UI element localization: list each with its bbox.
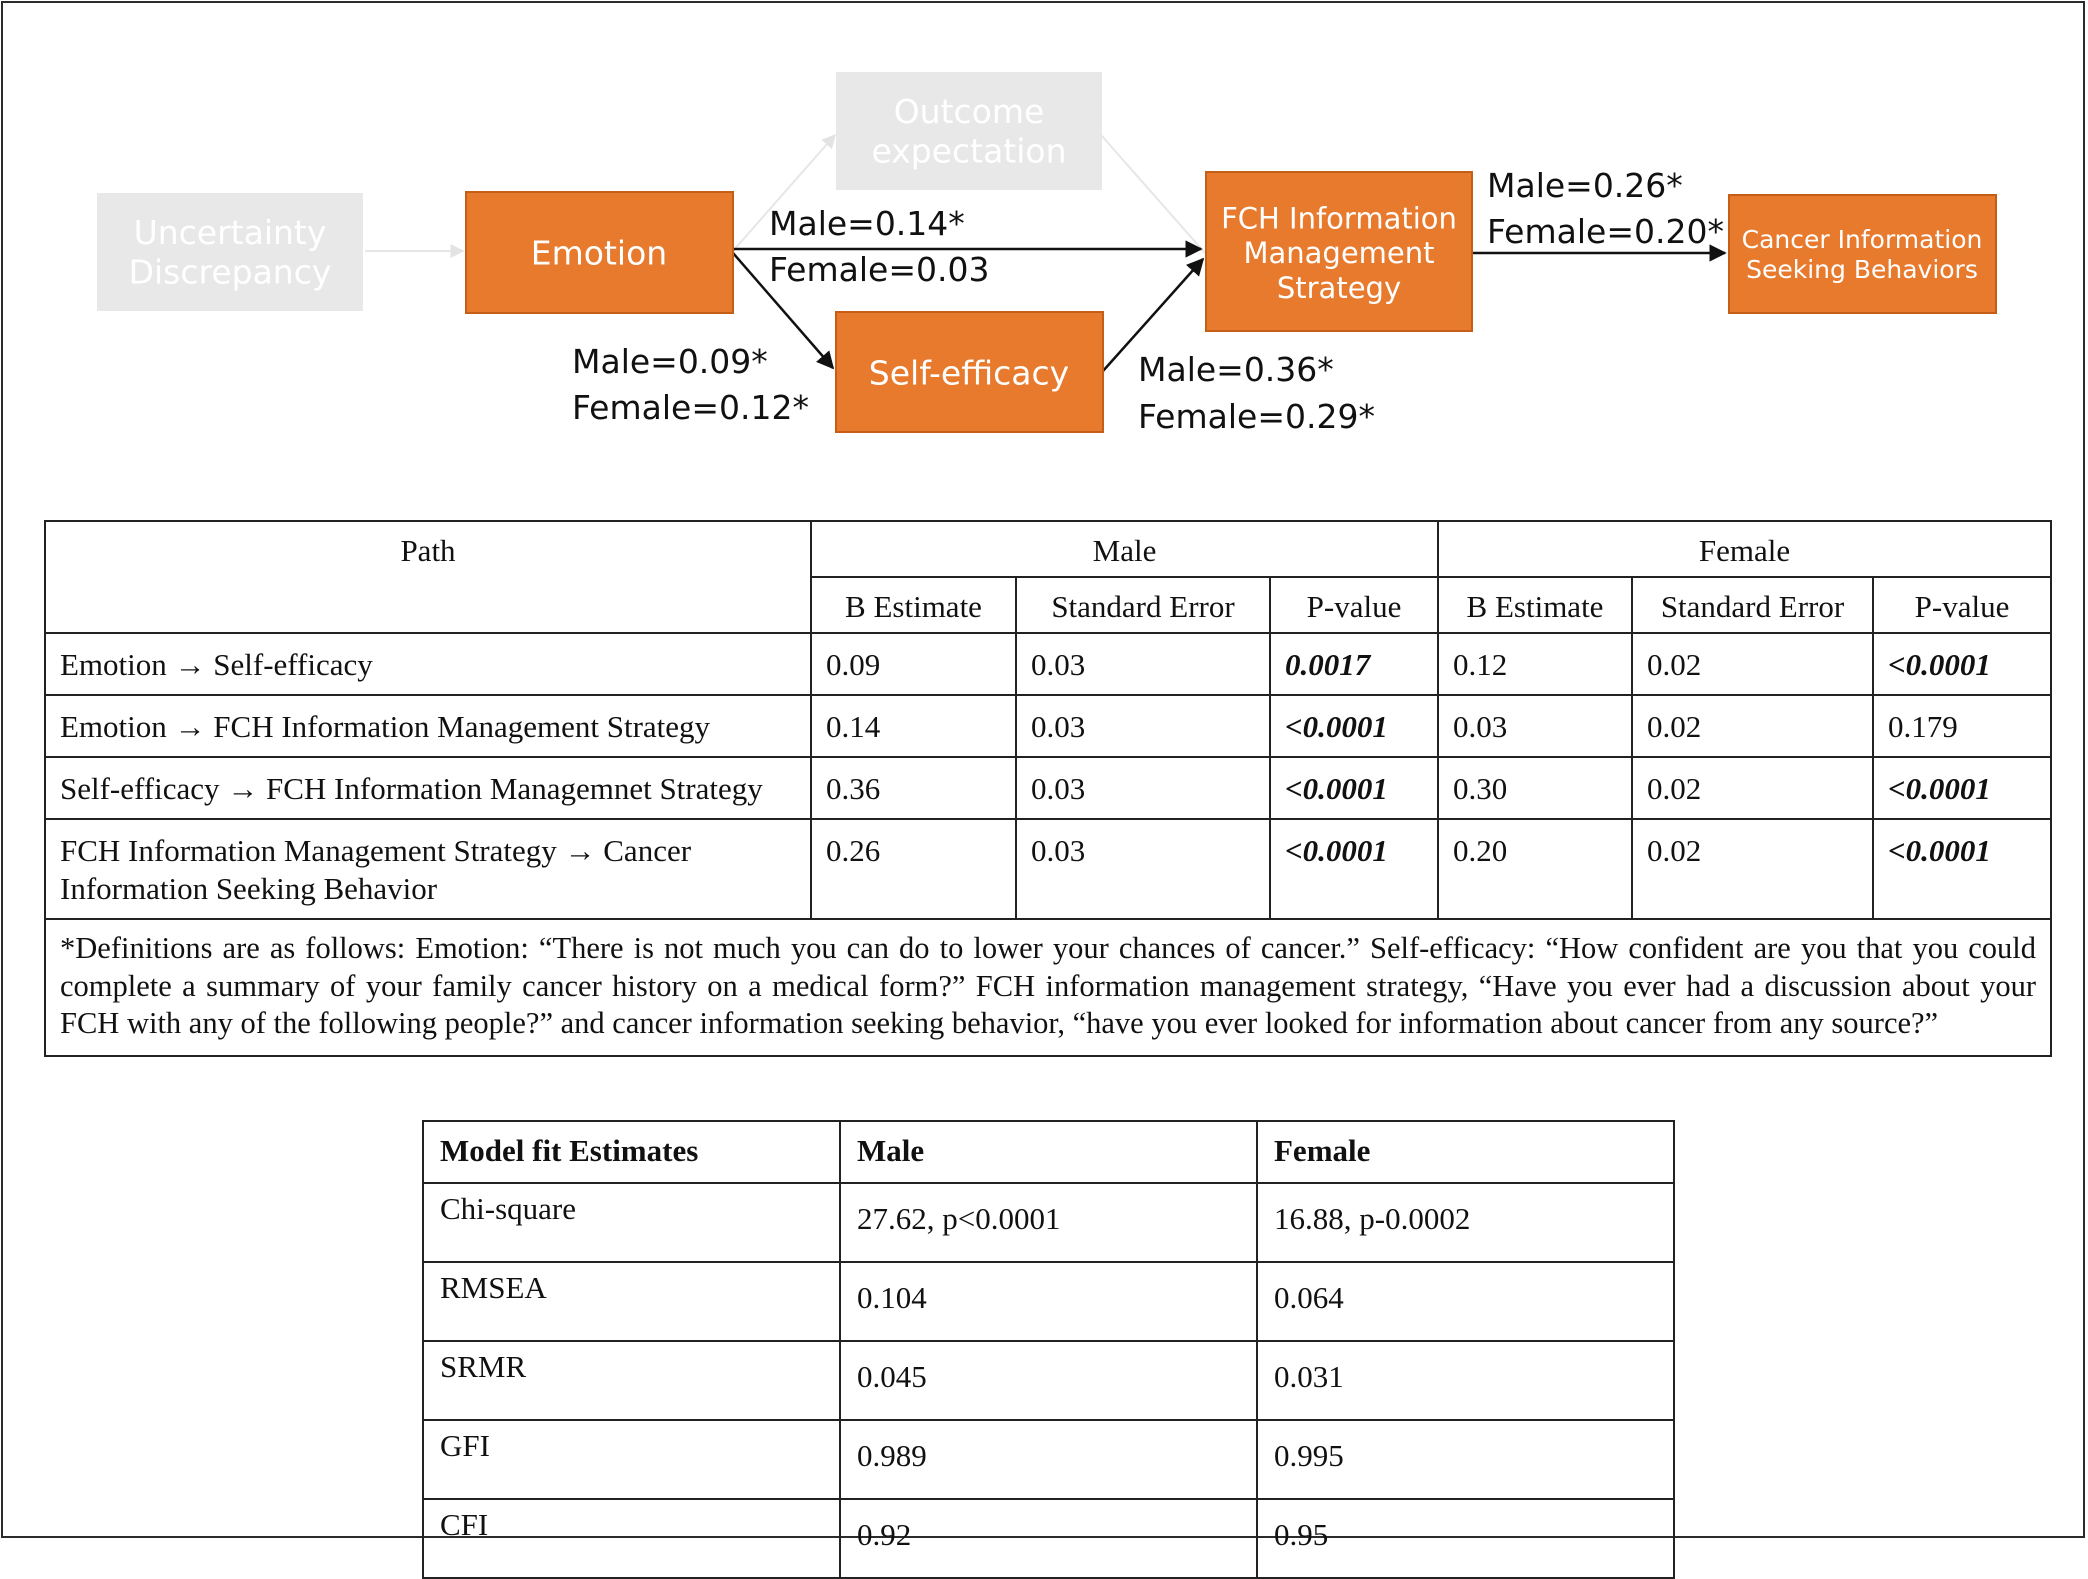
edge-outcome-fch <box>1101 135 1205 253</box>
node-label-line: Uncertainty <box>133 212 327 252</box>
table-row <box>45 819 2051 919</box>
node-label-line: Cancer Information <box>1741 224 1983 254</box>
male-b-cell: 0.26 <box>811 819 1016 919</box>
subheader-female-b: B Estimate <box>1438 577 1632 633</box>
fit-female: 0.031 <box>1257 1341 1674 1420</box>
node-cancer-label <box>1742 225 1983 284</box>
fit-female: 0.064 <box>1257 1262 1674 1341</box>
subheader-male-b: B Estimate <box>811 577 1016 633</box>
label-self-fch-female: Female=0.29* <box>1138 397 1375 436</box>
node-label-line: Outcome <box>893 91 1045 131</box>
table-row <box>45 695 2051 757</box>
male-se-cell: 0.03 <box>1016 633 1270 695</box>
node-label-line: Seeking Behaviors <box>1746 254 1978 284</box>
table-row <box>45 757 2051 819</box>
table-row <box>423 1499 1674 1578</box>
path-cell: Emotion → FCH Information Management Strategy <box>45 695 811 757</box>
definitions-row <box>45 919 2051 1056</box>
definitions-note: *Definitions are as follows: Emotion: “There is not much you can do to lower your chances of cancer.” Self-efficacy: “How confident are you that you could complete a summary of your family cancer history on a medical form?” FCH information management strategy, “Have you ever had a discussion about your FCH with any of the following people?” and cancer information seeking behavior, “have you ever looked for information about cancer from any source?” <box>45 919 2051 1056</box>
path-diagram <box>3 3 2088 453</box>
table-row <box>423 1183 1674 1262</box>
label-fch-cancer-male: Male=0.26* <box>1487 166 1683 205</box>
label-self-fch-male: Male=0.36* <box>1138 350 1334 389</box>
male-p-cell: <0.0001 <box>1270 757 1438 819</box>
fit-female: 16.88, p-0.0002 <box>1257 1183 1674 1262</box>
node-self-efficacy-label <box>869 354 1069 393</box>
model-fit-table <box>422 1120 1675 1579</box>
fit-male: 0.104 <box>840 1262 1257 1341</box>
subheader-male-se: Standard Error <box>1016 577 1270 633</box>
path-cell: FCH Information Management Strategy → Cancer Information Seeking Behavior <box>45 819 811 919</box>
table-row <box>423 1420 1674 1499</box>
male-p-cell: <0.0001 <box>1270 819 1438 919</box>
node-label-line: Management <box>1243 236 1435 271</box>
fit-male: 0.045 <box>840 1341 1257 1420</box>
node-label-line: FCH Information <box>1221 201 1457 236</box>
node-fch-strategy <box>1206 172 1472 331</box>
node-cancer-seeking <box>1729 195 1996 313</box>
fit-male: 0.989 <box>840 1420 1257 1499</box>
female-se-cell: 0.02 <box>1632 819 1873 919</box>
fit-header-estimates: Model fit Estimates <box>423 1121 840 1183</box>
male-se-cell: 0.03 <box>1016 819 1270 919</box>
fit-metric: RMSEA <box>423 1262 840 1341</box>
female-p-cell: <0.0001 <box>1873 757 2051 819</box>
female-b-cell: 0.03 <box>1438 695 1632 757</box>
female-b-cell: 0.12 <box>1438 633 1632 695</box>
fit-female: 0.95 <box>1257 1499 1674 1578</box>
header-female: Female <box>1438 521 2051 577</box>
node-label-line: Discrepancy <box>128 252 332 292</box>
table-row <box>45 633 2051 695</box>
female-p-cell: <0.0001 <box>1873 633 2051 695</box>
node-label-line: Self-efficacy <box>868 353 1070 393</box>
header-path: Path <box>45 521 811 633</box>
subheader-male-p: P-value <box>1270 577 1438 633</box>
fit-metric: SRMR <box>423 1341 840 1420</box>
male-b-cell: 0.14 <box>811 695 1016 757</box>
fit-metric: CFI <box>423 1499 840 1578</box>
subheader-female-p: P-value <box>1873 577 2051 633</box>
label-emotion-fch-male: Male=0.14* <box>769 204 965 243</box>
fit-header-male: Male <box>840 1121 1257 1183</box>
male-p-cell: 0.0017 <box>1270 633 1438 695</box>
path-estimates-table <box>44 520 2052 1057</box>
table-row <box>423 1262 1674 1341</box>
table-row <box>423 1341 1674 1420</box>
male-b-cell: 0.09 <box>811 633 1016 695</box>
label-fch-cancer-female: Female=0.20* <box>1487 212 1724 251</box>
node-uncertainty-label <box>129 213 332 292</box>
label-emotion-fch-female: Female=0.03 <box>769 250 990 289</box>
female-se-cell: 0.02 <box>1632 695 1873 757</box>
male-se-cell: 0.03 <box>1016 757 1270 819</box>
figure-frame <box>1 1 2085 1552</box>
node-label-line: expectation <box>871 131 1067 171</box>
female-p-cell: <0.0001 <box>1873 819 2051 919</box>
path-cell: Emotion → Self-efficacy <box>45 633 811 695</box>
male-se-cell: 0.03 <box>1016 695 1270 757</box>
label-emotion-self-female: Female=0.12* <box>572 388 809 427</box>
label-emotion-self-male: Male=0.09* <box>572 342 768 381</box>
node-self-efficacy <box>836 312 1103 432</box>
fit-male: 0.92 <box>840 1499 1257 1578</box>
female-se-cell: 0.02 <box>1632 633 1873 695</box>
node-outcome-expectation <box>836 72 1102 190</box>
male-b-cell: 0.36 <box>811 757 1016 819</box>
node-label-line: Strategy <box>1276 270 1402 305</box>
subheader-female-se: Standard Error <box>1632 577 1873 633</box>
header-male: Male <box>811 521 1438 577</box>
node-uncertainty-discrepancy <box>97 193 363 311</box>
fit-metric: Chi-square <box>423 1183 840 1262</box>
male-p-cell: <0.0001 <box>1270 695 1438 757</box>
female-se-cell: 0.02 <box>1632 757 1873 819</box>
fit-metric: GFI <box>423 1420 840 1499</box>
female-p-cell: 0.179 <box>1873 695 2051 757</box>
female-b-cell: 0.20 <box>1438 819 1632 919</box>
fit-female: 0.995 <box>1257 1420 1674 1499</box>
female-b-cell: 0.30 <box>1438 757 1632 819</box>
fit-header-female: Female <box>1257 1121 1674 1183</box>
node-label-line: Emotion <box>530 233 668 273</box>
fit-male: 27.62, p<0.0001 <box>840 1183 1257 1262</box>
node-emotion-label <box>531 234 667 273</box>
path-cell: Self-efficacy → FCH Information Managemnet Strategy <box>45 757 811 819</box>
node-emotion <box>466 192 733 313</box>
node-outcome-label <box>871 92 1066 171</box>
